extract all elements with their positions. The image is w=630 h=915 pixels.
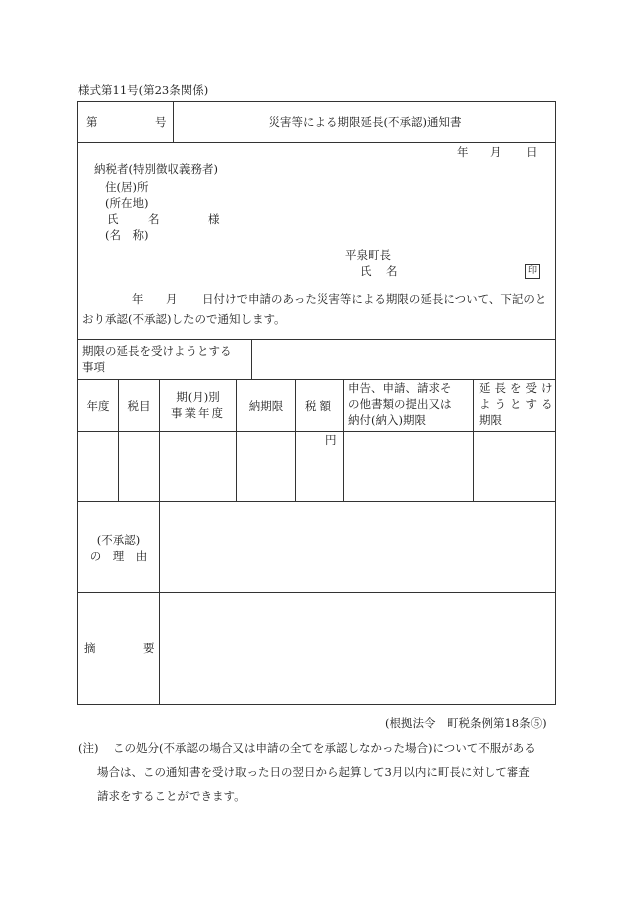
rule-col-1: [118, 379, 119, 501]
rule-col-6: [473, 379, 474, 501]
col-ext-header-1: 延長を受け: [479, 381, 557, 395]
note-line-2: 場合は、この通知書を受け取った日の翌日から起算して3月以内に町長に対して審査: [97, 765, 530, 779]
issuer-name-mei: 名: [386, 264, 398, 278]
issuer-title: 平泉町長: [345, 248, 391, 262]
col-filing-header-1: 申告、申請、請求そ: [348, 381, 452, 395]
body-line-1: 日付けで申請のあった災害等による期限の延長について、下記のと: [202, 292, 547, 306]
name-shi: 氏: [107, 212, 119, 226]
rule-reason-bottom: [77, 592, 556, 593]
issuer-name-shi: 氏: [360, 264, 372, 278]
form-title: 災害等による期限延長(不承認)通知書: [268, 115, 462, 129]
col-amount-header: 税額: [305, 399, 334, 413]
name-alt-label: (名 称): [105, 228, 149, 242]
address-alt-label: (所在地): [105, 196, 149, 210]
rule-notice-bottom: [77, 339, 556, 340]
body-line-2: おり承認(不承認)したので通知します。: [82, 312, 286, 326]
col-period-header-1: 期(月)別: [176, 390, 220, 404]
col-tax-header: 税目: [127, 399, 151, 413]
reason-label-line-1: (不承認): [96, 533, 141, 547]
date-year: 年: [457, 145, 469, 159]
seal-mark: 印: [525, 264, 540, 279]
remarks-label-right: 要: [143, 641, 155, 655]
amount-yen-unit: 円: [325, 433, 337, 447]
legal-basis: (根拠法令 町税条例第18条⑤): [385, 716, 547, 730]
name-mei: 名: [148, 212, 160, 226]
form-number: 様式第11号(第23条関係): [78, 83, 209, 97]
rule-col-2: [159, 379, 160, 705]
note-mark: (注): [78, 741, 99, 755]
note-line-3: 請求をすることができます。: [97, 789, 246, 803]
date-month: 月: [490, 145, 502, 159]
subject-label-line-2: 事項: [82, 360, 105, 374]
reason-label-line-2: の 理 由: [89, 549, 148, 563]
taxpayer-label: 納税者(特別徴収義務者): [94, 162, 218, 176]
address-label: 住(居)所: [105, 180, 149, 194]
col-ext-header-2: ようとする: [479, 397, 557, 411]
body-month: 月: [166, 292, 178, 306]
rule-table-body-bottom: [77, 501, 556, 502]
col-filing-header-3: 納付(納入)期限: [348, 413, 426, 427]
rule-col-5: [343, 379, 344, 501]
remarks-label-left: 摘: [84, 641, 96, 655]
rule-subject-divider: [251, 339, 252, 379]
date-day: 日: [526, 145, 538, 159]
col-filing-header-2: の他書類の提出又は: [348, 397, 452, 411]
col-period-header-2: 事業年度: [171, 406, 225, 420]
name-sama: 様: [208, 212, 220, 226]
body-year: 年: [132, 292, 144, 306]
note-line-1: この処分(不承認の場合又は申請の全てを承認しなかった場合)について不服がある: [113, 741, 536, 755]
rule-subject-bottom: [77, 379, 556, 380]
col-ext-header-3: 期限: [479, 413, 502, 427]
subject-label-line-1: 期限の延長を受けようとする: [82, 344, 232, 358]
rule-table-header-bottom: [77, 431, 556, 432]
rule-col-4: [295, 379, 296, 501]
rule-header-bottom: [77, 142, 556, 143]
col-due-header: 納期限: [248, 399, 284, 413]
number-go: 号: [155, 115, 167, 129]
number-dai: 第: [86, 115, 98, 129]
rule-col-3: [236, 379, 237, 501]
col-year-header: 年度: [86, 399, 110, 413]
